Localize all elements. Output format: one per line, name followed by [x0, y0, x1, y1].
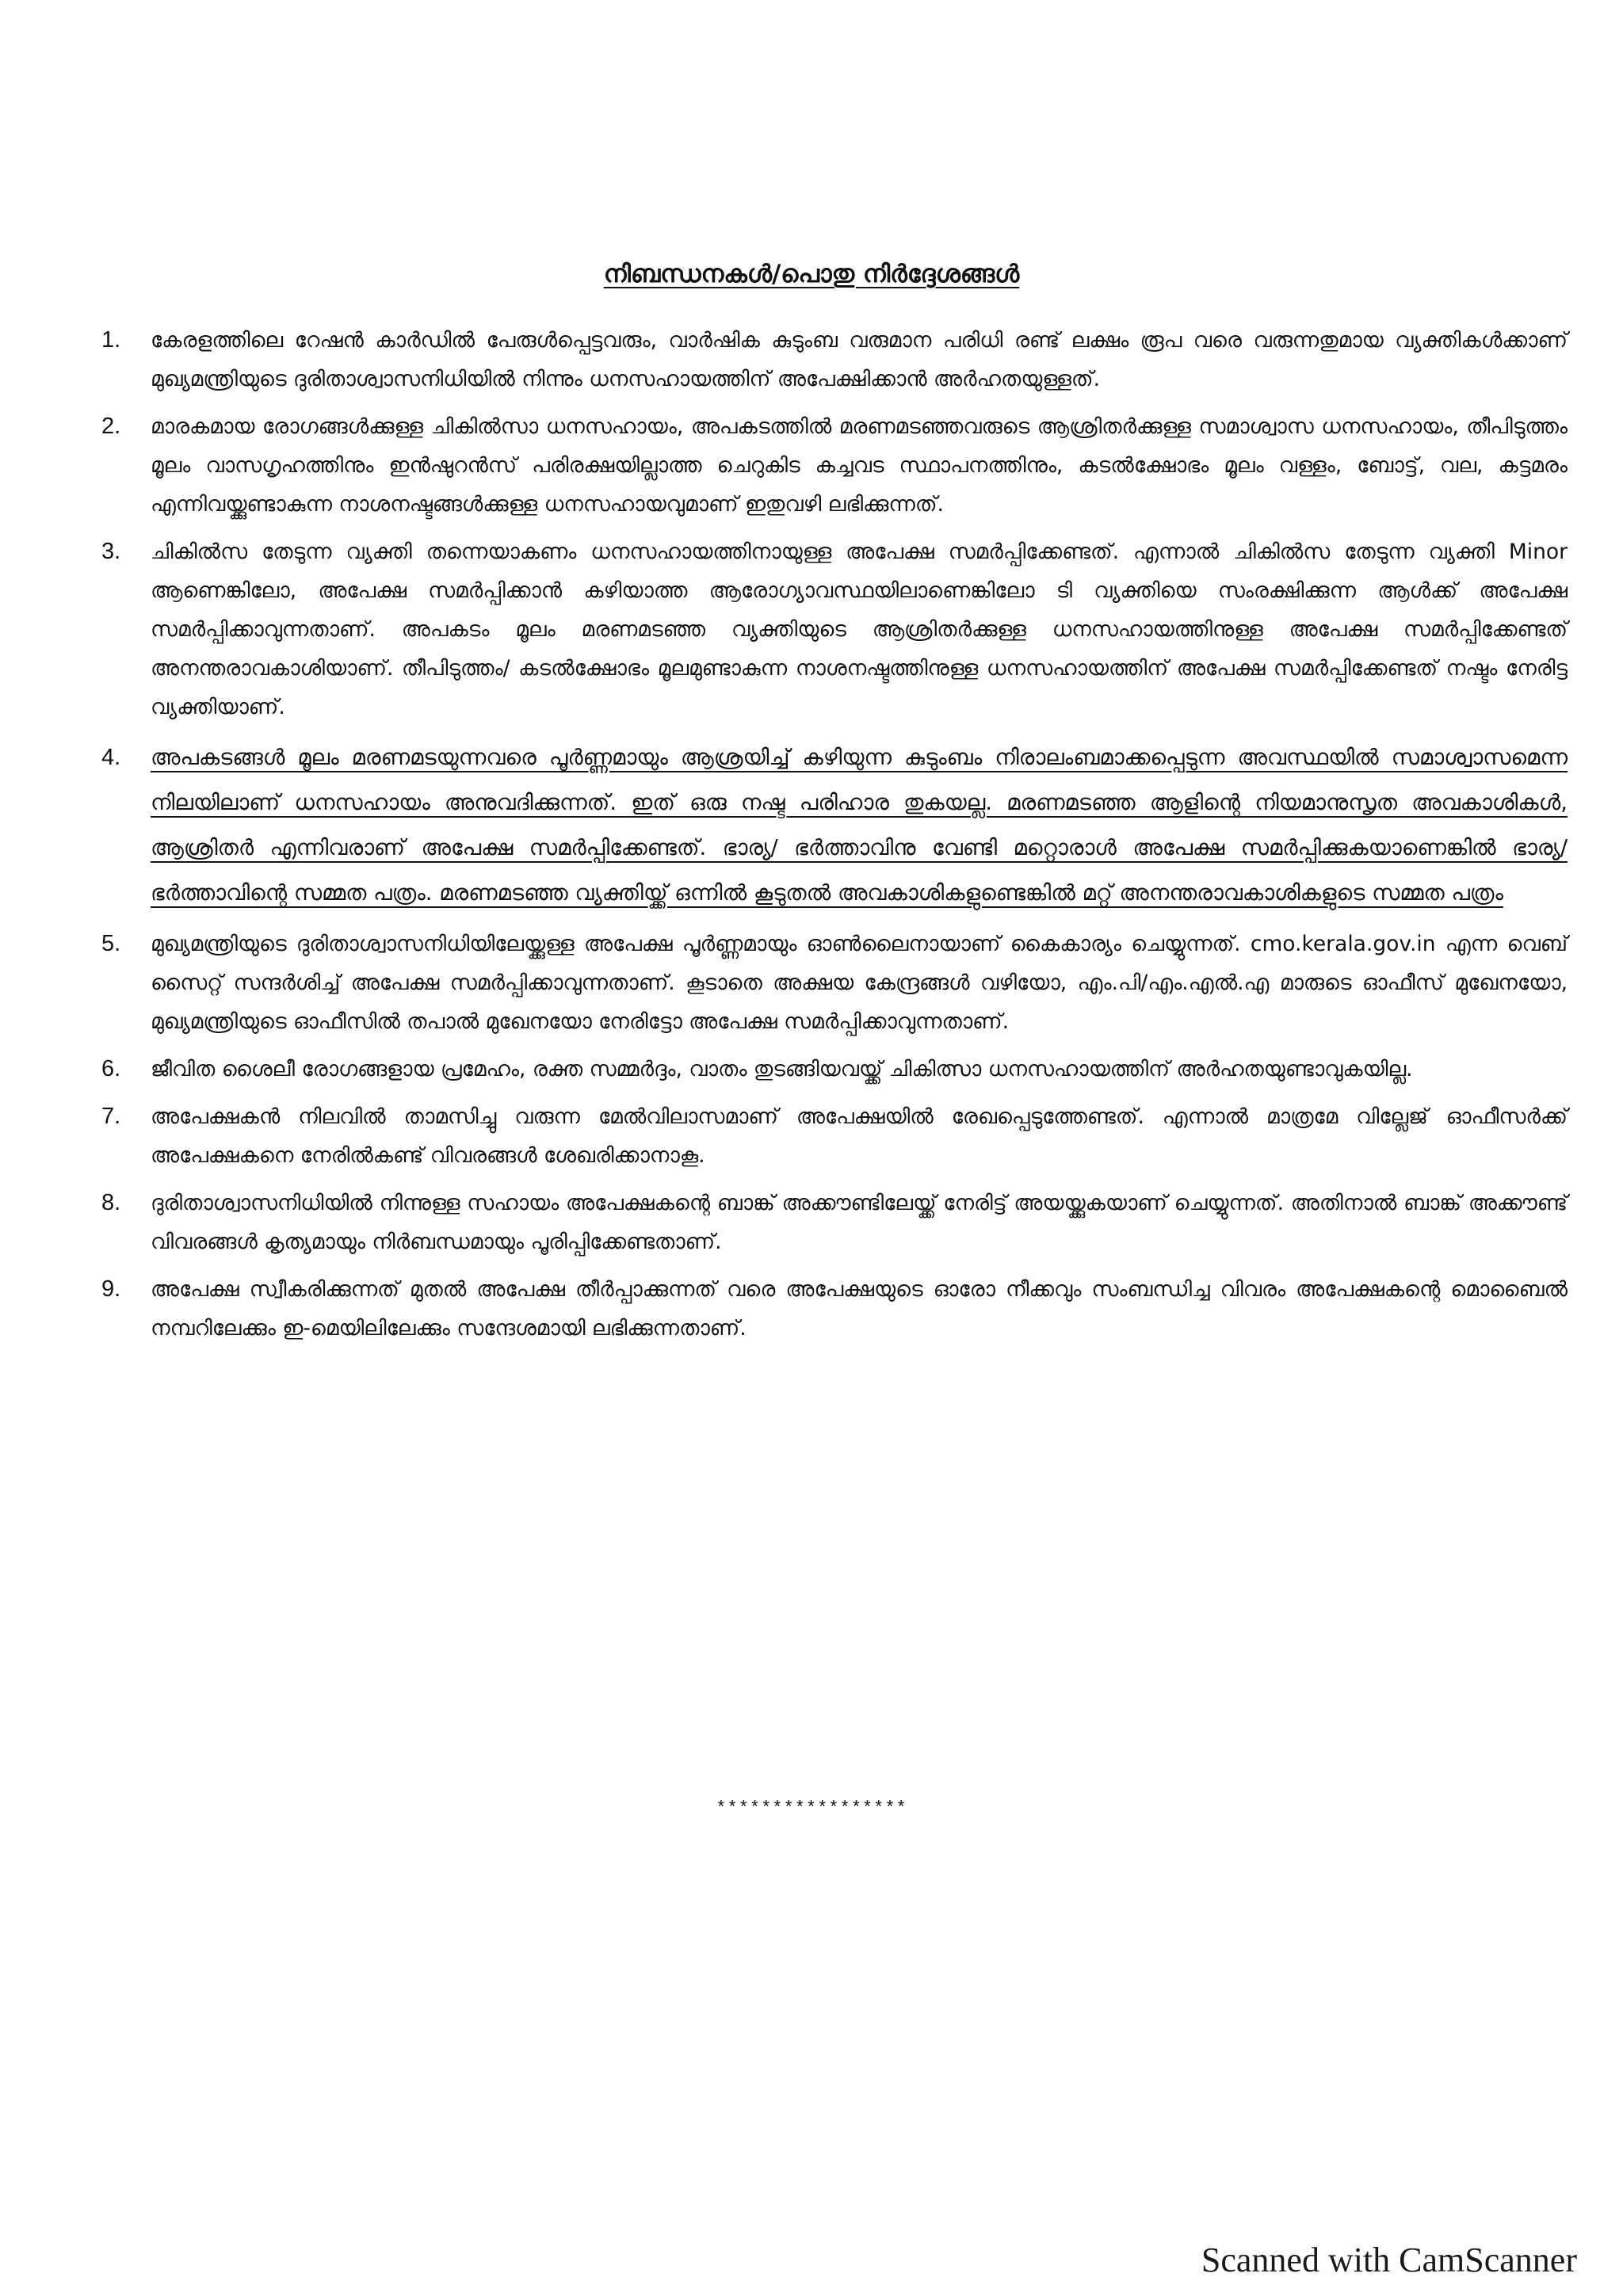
rule-text: അപകടങ്ങൾ മൂലം മരണമടയുന്നവരെ പൂർണ്ണമായും ആശ്രയിച്ച് കഴിയുന്ന കുടുംബം നിരാലംബമാക്കപ്പെടുന്ന അവസ്ഥയിൽ സമാശ്വാസമെന്ന നിലയിലാണ് ധനസഹായം അനുവദിക്കുന്നത്. ഇത് ഒരു നഷ്ട പരിഹാര തുകയല്ല. മരണമടഞ്ഞ ആളിന്റെ നിയമാനുസൃത അവകാശികൾ, ആശ്രിതർ എന്നിവരാണ് അപേക്ഷ സമർപ്പിക്കേണ്ടത്. ഭാര്യ/ ഭർത്താവിനു വേണ്ടി മറ്റൊരാൾ അപേക്ഷ സമർപ്പിക്കുകയാണെങ്കിൽ ഭാര്യ/ ഭർത്താവിന്റെ സമ്മത പത്രം. മരണമടഞ്ഞ വ്യക്തിയ്ക്ക് ഒന്നിൽ കൂടുതൽ അവകാശികളുണ്ടെങ്കിൽ മറ്റ് അനന്തരാവകാശികളുടെ സമ്മത പത്രം	[151, 745, 1568, 906]
rule-number: 9.	[101, 1276, 121, 1302]
end-separator: *****************	[716, 1798, 907, 1818]
rule-text: ദുരിതാശ്വാസനിധിയിൽ നിന്നുള്ള സഹായം അപേക്ഷകന്റെ ബാങ്ക് അക്കൗണ്ടിലേയ്ക്ക് നേരിട്ട് അയയ്ക്കുകയാണ് ചെയ്യുന്നത്. അതിനാൽ ബാങ്ക് അക്കൗണ്ട് വിവരങ്ങൾ കൃത്യമായും നിർബന്ധമായും പൂരിപ്പിക്കേണ്ടതാണ്.	[151, 1191, 1568, 1254]
rule-number: 4.	[101, 745, 121, 770]
rule-text: മാരകമായ രോഗങ്ങൾക്കുള്ള ചികിൽസാ ധനസഹായം, അപകടത്തിൽ മരണമടഞ്ഞവരുടെ ആശ്രിതർക്കുള്ള സമാശ്വാസ ധനസഹായം, തീപിടുത്തം മൂലം വാസഗൃഹത്തിനും ഇൻഷുറൻസ് പരിരക്ഷയില്ലാത്ത ചെറുകിട കച്ചവട സ്ഥാപനത്തിനും, കടൽക്ഷോഭം മൂലം വള്ളം, ബോട്ട്, വല, കട്ടമരം എന്നിവയ്ക്കുണ്ടാകുന്ന നാശനഷ്ടങ്ങൾക്കുള്ള ധനസഹായവുമാണ് ഇതുവഴി ലഭിക്കുന്നത്.	[151, 414, 1568, 517]
rule-text: മുഖ്യമന്ത്രിയുടെ ദുരിതാശ്വാസനിധിയിലേയ്ക്കുള്ള അപേക്ഷ പൂർണ്ണമായും ഓൺലൈനായാണ് കൈകാര്യം ചെയ്യുന്നത്. cmo.kerala.gov.in എന്ന വെബ് സൈറ്റ് സന്ദർശിച്ച് അപേക്ഷ സമർപ്പിക്കാവുന്നതാണ്. കൂടാതെ അക്ഷയ കേന്ദ്രങ്ങൾ വഴിയോ, എം.പി/എം.എൽ.എ മാരുടെ ഓഫീസ് മുഖേനയോ, മുഖ്യമന്ത്രിയുടെ ഓഫീസിൽ തപാൽ മുഖേനയോ നേരിട്ടോ അപേക്ഷ സമർപ്പിക്കാവുന്നതാണ്.	[151, 932, 1568, 1034]
rule-text: അപേക്ഷ സ്വീകരിക്കുന്നത് മുതൽ അപേക്ഷ തീർപ്പാക്കുന്നത് വരെ അപേക്ഷയുടെ ഓരോ നീക്കവും സംബന്ധിച്ച വിവരം അപേക്ഷകന്റെ മൊബൈൽ നമ്പറിലേക്കും ഇ-മെയിലിലേക്കും സന്ദേശമായി ലഭിക്കുന്നതാണ്.	[151, 1277, 1568, 1341]
rules-list	[101, 321, 1568, 1356]
rule-number: 5.	[101, 931, 121, 956]
rule-text: ചികിൽസ തേടുന്ന വ്യക്തി തന്നെയാകണം ധനസഹായത്തിനായുള്ള അപേക്ഷ സമർപ്പിക്കേണ്ടത്. എന്നാൽ ചികിൽസ തേടുന്ന വ്യക്തി Minor ആണെങ്കിലോ, അപേക്ഷ സമർപ്പിക്കാൻ കഴിയാത്ത ആരോഗ്യാവസ്ഥയിലാണെങ്കിലോ ടി വ്യക്തിയെ സംരക്ഷിക്കുന്ന ആൾക്ക് അപേക്ഷ സമർപ്പിക്കാവുന്നതാണ്. അപകടം മൂലം മരണമടഞ്ഞ വ്യക്തിയുടെ ആശ്രിതർക്കുള്ള ധനസഹായത്തിനുള്ള അപേക്ഷ സമർപ്പിക്കേണ്ടത് അനന്തരാവകാശിയാണ്. തീപിടുത്തം/ കടൽക്ഷോഭം മൂലമുണ്ടാകുന്ന നാശനഷ്ടത്തിനുള്ള ധനസഹായത്തിന് അപേക്ഷ സമർപ്പിക്കേണ്ടത് നഷ്ടം നേരിട്ട വ്യക്തിയാണ്.	[151, 540, 1568, 719]
scanner-watermark: Scanned with CamScanner	[1201, 2241, 1577, 2279]
rule-item	[101, 321, 1568, 399]
rule-item-underlined	[101, 735, 1568, 916]
rule-number: 6.	[101, 1056, 121, 1081]
rule-item	[101, 532, 1568, 727]
rule-item	[101, 1097, 1568, 1175]
rule-item	[101, 1050, 1568, 1089]
rule-text: അപേക്ഷകൻ നിലവിൽ താമസിച്ചു വരുന്ന മേൽവിലാസമാണ് അപേക്ഷയിൽ രേഖപ്പെടുത്തേണ്ടത്. എന്നാൽ മാത്രമേ വില്ലേജ് ഓഫീസർക്ക് അപേക്ഷകനെ നേരിൽകണ്ട് വിവരങ്ങൾ ശേഖരിക്കാനാകൂ.	[151, 1104, 1568, 1168]
rule-number: 3.	[101, 539, 121, 564]
rule-item	[101, 1184, 1568, 1261]
rule-item	[101, 407, 1568, 524]
rule-item	[101, 925, 1568, 1041]
rule-text: ജീവിത ശൈലീ രോഗങ്ങളായ പ്രമേഹം, രക്ത സമ്മർദ്ദം, വാതം തുടങ്ങിയവയ്ക്ക് ചികിത്സാ ധനസഹായത്തിന് അർഹതയുണ്ടാവുകയില്ല.	[151, 1057, 1413, 1081]
rule-number: 1.	[101, 327, 121, 353]
rule-item	[101, 1270, 1568, 1348]
rule-text: കേരളത്തിലെ റേഷൻ കാർഡിൽ പേരുൾപ്പെട്ടവരും, വാർഷിക കുടുംബ വരുമാന പരിധി രണ്ട് ലക്ഷം രൂപ വരെ വരുന്നതുമായ വ്യക്തികൾക്കാണ് മുഖ്യമന്ത്രിയുടെ ദുരിതാശ്വാസനിധിയിൽ നിന്നും ധനസഹായത്തിന് അപേക്ഷിക്കാൻ അർഹതയുള്ളത്.	[151, 328, 1568, 391]
page-title: നിബന്ധനകൾ/പൊതു നിർദ്ദേശങ്ങൾ	[603, 260, 1020, 288]
rule-number: 8.	[101, 1190, 121, 1215]
rule-number: 7.	[101, 1104, 121, 1129]
rule-number: 2.	[101, 414, 121, 439]
